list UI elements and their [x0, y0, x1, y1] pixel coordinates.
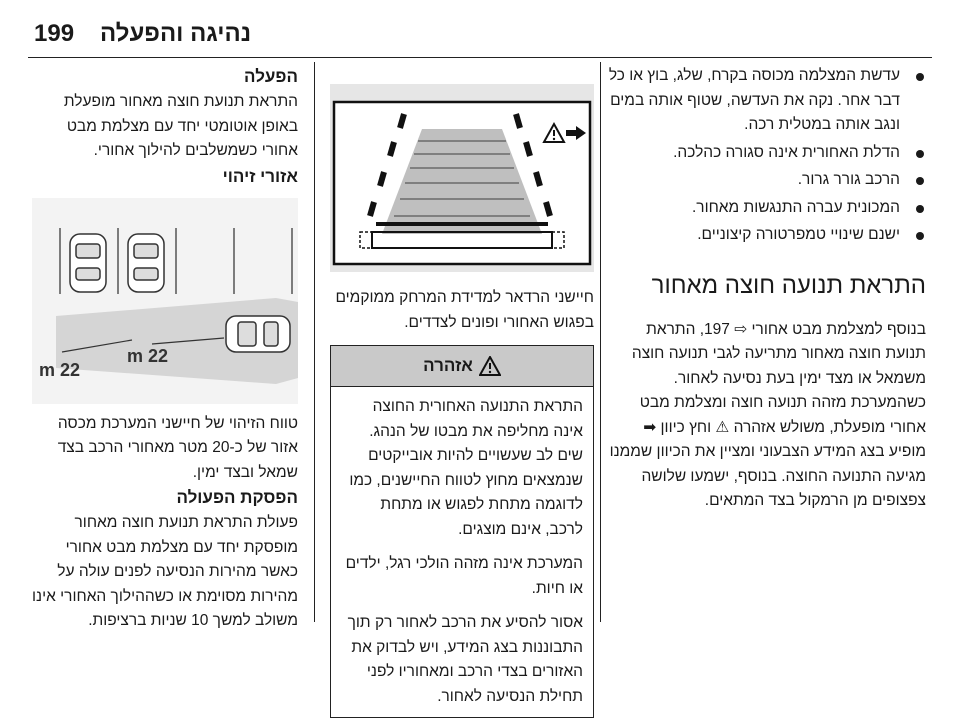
warning-paragraph: אסור להסיע את הרכב לאחור רק תוך התבוננות בצג המידע, ויש לבדוק את האזורים בצדי הרכב ומאחוריו לפני תחילת הנסיעה לאחור. [347, 614, 583, 705]
rear-view-display-diagram [330, 84, 594, 272]
deactivation-text: פעולת התראת תנועת חוצה מאחור מופסקת יחד עם מצלמת מבט אחורי כאשר מהירות הנסיעה לפנים עולה על מהירות מסוימת או כשההילוך האחורי אינו משולב למשך 10 שניות ברציפות. [32, 514, 298, 629]
zones-title: אזורי זיהוי [222, 166, 298, 186]
page-number: 199 [34, 20, 75, 47]
list-item: המכונית עברה התנגשות מאחור. [608, 196, 926, 221]
activation-text: התראת תנועת חוצה מאחור מופעלת באופן אוטומטי יחד עם מצלמת מבט אחורי כשמשלבים להילוך אחורי. [63, 93, 298, 159]
bullet-icon [916, 73, 924, 81]
left-distance-label: 22 m [38, 359, 80, 380]
warning-title: אזהרה [423, 356, 473, 375]
column-divider [600, 62, 601, 622]
section-title: התראת תנועה חוצה מאחור [651, 271, 926, 299]
column-divider [314, 62, 315, 622]
diagram-caption: חיישני הרדאר למדידת המרחק ממוקמים בפגוש האחורי ופונים לצדדים. [335, 289, 594, 331]
right-column [608, 64, 926, 514]
middle-column [330, 84, 594, 718]
list-item: הרכב גורר גרור. [608, 168, 926, 193]
list-item: הדלת האחורית אינה סגורה כהלכה. [608, 141, 926, 166]
parked-car-icon [70, 234, 106, 292]
left-column [32, 64, 298, 634]
list-item: ישנם שינויי טמפרטורה קיצוניים. [608, 223, 926, 248]
bullet-icon [916, 205, 924, 213]
warning-header [331, 346, 593, 387]
bullet-icon [916, 232, 924, 240]
bullet-list [608, 64, 926, 248]
deactivation-title: הפסקת הפעולה [176, 488, 298, 507]
page-header [0, 0, 960, 58]
parking-scene [32, 198, 298, 404]
parked-car-icon [128, 234, 164, 292]
chapter-title: נהיגה והפעלה [100, 20, 252, 47]
reversing-car-icon [226, 316, 290, 352]
section-text: בנוסף למצלמת מבט אחורי ⇨ 197, התראת תנועת חוצה מאחור מתריעה לגבי תנועה חוצה משמאל או מצד ימין בעת נסיעה לאחור. כשהמערכת מזהה תנועה חוצה ומצלמת מבט אחורי מופעלת, משולש אזהרה ⚠ וחץ כיוון ➡ מופיע בצג המידע הצבעוני ומציין את הכיוון שממנו מגיעה התנועה החוצה. בנוסף, ישמעו שלושה צפצופים מן הרמקול בצד המתאים. [609, 320, 926, 509]
bullet-icon [916, 150, 924, 158]
warning-icon [479, 356, 501, 376]
display-illustration [330, 84, 594, 272]
list-item: עדשת המצלמה מכוסה בקרח, שלג, בוץ או כל דבר אחר. נקה את העדשה, שטוף אותה במים ונגב אותה במטלית רכה. [608, 64, 926, 138]
zones-text: טווח הזיהוי של חיישני המערכת מכסה אזור של כ-20 מטר מאחורי הרכב בצד שמאל ובצד ימין. [57, 414, 298, 481]
activation-title: הפעלה [244, 67, 298, 86]
warning-paragraph: התראת התנועה האחורית החוצה אינה מחליפה את מבטו של הנהג. שים לב שעשויים להיות אובייקטים שנמצאים מחוץ לטווח החיישנים, כמו לדוגמה מתחת לפגוש או מתחת לרכב, אינם מוצגים. [349, 398, 583, 538]
right-distance-label: 22 m [126, 345, 168, 366]
detection-zones-illustration [32, 198, 298, 404]
header-rule [28, 57, 932, 58]
warning-paragraph: המערכת אינה מזהה הולכי רגל, ילדים או חיות. [345, 555, 583, 597]
warning-body [331, 387, 593, 717]
bullet-icon [916, 177, 924, 185]
warning-box [330, 345, 594, 718]
